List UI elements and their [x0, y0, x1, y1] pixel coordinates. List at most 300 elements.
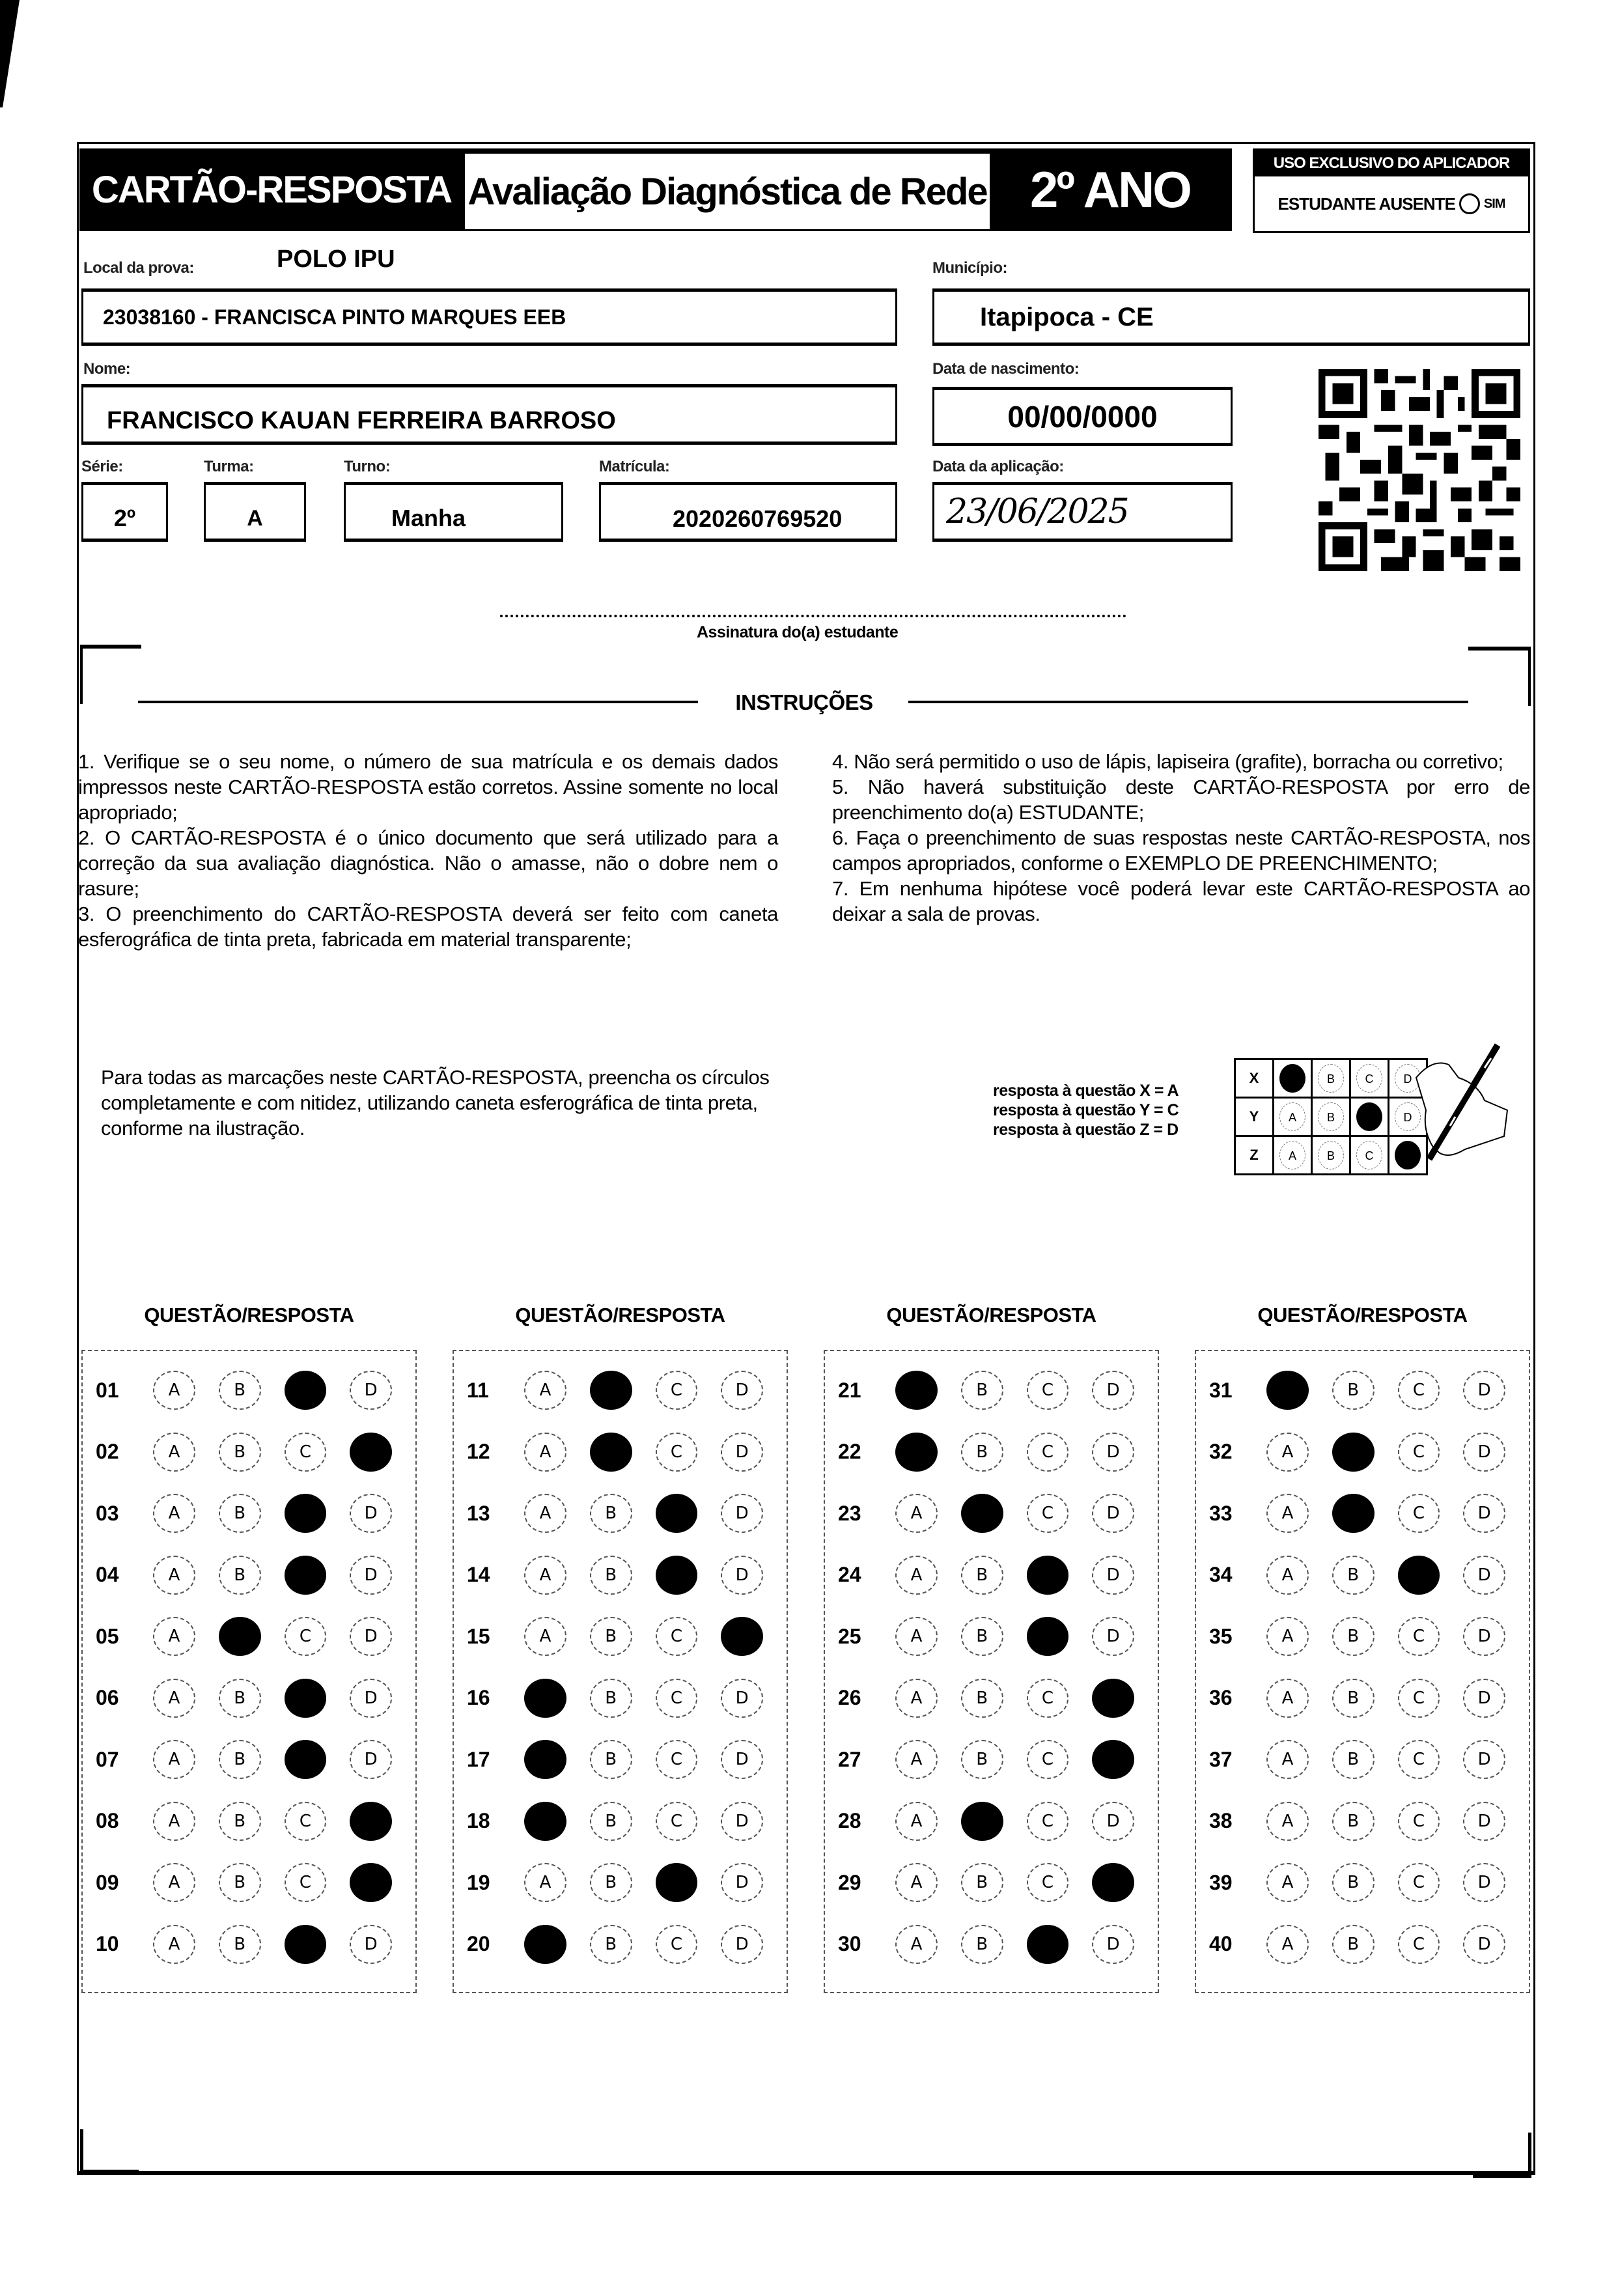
answer-row — [83, 1924, 415, 1965]
nome-field: FRANCISCO KAUAN FERREIRA BARROSO — [81, 384, 897, 445]
answer-bubble-filled[interactable]: C — [656, 1556, 698, 1595]
answer-bubble[interactable]: A — [895, 1802, 938, 1841]
question-number: 08 — [96, 1809, 119, 1832]
local-label: Local da prova: — [83, 259, 194, 277]
answer-bubble-filled[interactable]: A — [1266, 1371, 1309, 1410]
answer-bubble[interactable]: A — [153, 1556, 195, 1595]
answer-row — [825, 1554, 1158, 1596]
card-title: CARTÃO-RESPOSTA — [79, 148, 464, 231]
answer-bubble[interactable]: D — [1463, 1433, 1505, 1472]
question-number: 36 — [1209, 1686, 1233, 1709]
answer-bubble[interactable]: C — [1398, 1494, 1440, 1533]
school-field: 23038160 - FRANCISCA PINTO MARQUES EEB — [81, 288, 897, 346]
applicator-title: USO EXCLUSIVO DO APLICADOR — [1255, 150, 1528, 176]
answer-bubble[interactable]: B — [961, 1433, 1003, 1472]
answer-bubble[interactable]: A — [1266, 1494, 1309, 1533]
absent-radio[interactable] — [1459, 193, 1480, 214]
question-number: 03 — [96, 1501, 119, 1525]
matricula-field: 2020260769520 — [599, 482, 897, 542]
answer-bubble[interactable]: A — [153, 1371, 195, 1410]
question-number: 05 — [96, 1624, 119, 1648]
question-number: 07 — [96, 1747, 119, 1771]
answer-row — [825, 1616, 1158, 1657]
answer-bubble-filled[interactable]: C — [1398, 1556, 1440, 1595]
answer-row — [454, 1800, 787, 1842]
corner-bracket-top-right — [1468, 647, 1531, 706]
answer-bubble[interactable]: D — [721, 1863, 763, 1902]
answer-bubble[interactable]: D — [1463, 1802, 1505, 1841]
question-number: 04 — [96, 1563, 119, 1586]
example-instructions: Para todas as marcações neste CARTÃO-RESPOSTA, preencha os círculos completamente e com nitidez, utilizando caneta esferográfica de tinta preta, conforme na ilustração. — [101, 1066, 770, 1140]
instructions-right-column — [832, 749, 1530, 927]
turno-label: Turno: — [344, 458, 391, 475]
question-number: 09 — [96, 1870, 119, 1894]
answer-bubble[interactable]: D — [1092, 1556, 1134, 1595]
question-number: 23 — [838, 1501, 861, 1525]
answer-bubble-filled[interactable]: A — [524, 1679, 566, 1718]
answer-bubble-filled[interactable]: C — [656, 1494, 698, 1533]
answer-bubble[interactable]: B — [961, 1371, 1003, 1410]
answer-row — [825, 1862, 1158, 1903]
aplicacao-field[interactable]: 23/06/2025 — [932, 482, 1233, 542]
answer-bubble[interactable]: A — [153, 1740, 195, 1779]
answer-bubble[interactable]: D — [1092, 1371, 1134, 1410]
answer-row — [83, 1369, 415, 1411]
answer-row — [825, 1739, 1158, 1780]
example-question: X — [1235, 1059, 1274, 1098]
question-number: 35 — [1209, 1624, 1233, 1648]
answer-bubble[interactable]: D — [721, 1494, 763, 1533]
answer-bubble[interactable]: A — [524, 1433, 566, 1472]
answer-bubble[interactable]: B — [1332, 1617, 1375, 1656]
answer-bubble[interactable]: D — [1463, 1740, 1505, 1779]
answer-bubble-filled[interactable]: B — [961, 1802, 1003, 1841]
answer-bubble[interactable]: B — [961, 1740, 1003, 1779]
answer-bubble[interactable]: B — [590, 1863, 632, 1902]
answer-bubble-filled[interactable]: C — [1027, 1556, 1069, 1595]
answer-bubble[interactable]: D — [350, 1371, 392, 1410]
answer-bubble[interactable]: C — [285, 1863, 327, 1902]
answer-bubble[interactable]: A — [1266, 1433, 1309, 1472]
instruction-item: 4. Não será permitido o uso de lápis, lapiseira (grafite), borracha ou corretivo; — [832, 750, 1503, 773]
answer-bubble-filled[interactable]: C — [285, 1371, 327, 1410]
question-number: 19 — [467, 1870, 490, 1894]
answer-bubble[interactable]: A — [1266, 1740, 1309, 1779]
instruction-item: 3. O preenchimento do CARTÃO-RESPOSTA deverá ser feito com caneta esferográfica de tinta preta, fabricada em material transparente; — [78, 903, 778, 951]
question-number: 26 — [838, 1686, 861, 1709]
answer-bubble[interactable]: D — [1092, 1802, 1134, 1841]
answer-bubble[interactable]: D — [1463, 1925, 1505, 1964]
answer-bubble[interactable]: A — [153, 1863, 195, 1902]
answer-bubble[interactable]: D — [721, 1925, 763, 1964]
question-number: 12 — [467, 1440, 490, 1463]
answer-bubble[interactable]: B — [961, 1925, 1003, 1964]
instruction-item: 1. Verifique se o seu nome, o número de sua matrícula e os demais dados impressos neste CARTÃO-RESPOSTA estão corretos. Assine somente no local apropriado; — [78, 750, 778, 824]
answer-bubble[interactable]: B — [219, 1802, 261, 1841]
qr-code-icon — [1319, 367, 1520, 574]
answer-row — [83, 1431, 415, 1473]
answer-row — [825, 1677, 1158, 1719]
example-bubble: B — [1318, 1141, 1344, 1169]
answer-row — [454, 1616, 787, 1657]
answer-column-3 — [824, 1350, 1159, 1993]
answer-bubble[interactable]: B — [219, 1740, 261, 1779]
answer-bubble[interactable]: A — [895, 1617, 938, 1656]
answer-row — [454, 1677, 787, 1719]
grid-heading: QUESTÃO/RESPOSTA — [515, 1304, 725, 1326]
answer-bubble[interactable]: D — [721, 1802, 763, 1841]
answer-bubble[interactable]: D — [350, 1494, 392, 1533]
answer-row — [825, 1492, 1158, 1534]
answer-bubble[interactable]: C — [656, 1802, 698, 1841]
answer-bubble[interactable]: C — [1027, 1371, 1069, 1410]
answer-bubble-filled[interactable]: D — [1092, 1679, 1134, 1718]
answer-row — [1196, 1862, 1529, 1903]
nascimento-field: 00/00/0000 — [932, 387, 1233, 446]
answer-bubble[interactable]: B — [590, 1679, 632, 1718]
answer-bubble[interactable]: B — [961, 1679, 1003, 1718]
answer-bubble-filled[interactable]: A — [895, 1371, 938, 1410]
instruction-item: 5. Não haverá substituição deste CARTÃO-RESPOSTA por erro de preenchimento do(a) ESTUDANTE; — [832, 776, 1530, 824]
answer-bubble-filled[interactable]: B — [590, 1433, 632, 1472]
legend-line: resposta à questão Z = D — [993, 1121, 1179, 1139]
answer-bubble[interactable]: C — [285, 1617, 327, 1656]
example-bubble: D — [1395, 1064, 1421, 1093]
answer-bubble[interactable]: B — [590, 1802, 632, 1841]
instructions-rule-left — [138, 701, 698, 703]
answer-bubble[interactable]: D — [1463, 1679, 1505, 1718]
corner-bracket-bottom-left — [80, 2129, 139, 2174]
answer-bubble-filled[interactable]: C — [1027, 1925, 1069, 1964]
answer-bubble-filled[interactable]: D — [350, 1433, 392, 1472]
answer-bubble[interactable]: D — [1463, 1617, 1505, 1656]
answer-bubble-filled[interactable]: D — [1092, 1863, 1134, 1902]
signature-label: Assinatura do(a) estudante — [697, 623, 899, 641]
answer-bubble[interactable]: A — [1266, 1679, 1309, 1718]
answer-bubble[interactable]: C — [1398, 1740, 1440, 1779]
example-bubble-filled: A — [1279, 1064, 1305, 1093]
turno-field: Manha — [344, 482, 563, 542]
answer-bubble[interactable]: A — [1266, 1925, 1309, 1964]
answer-row — [825, 1800, 1158, 1842]
answer-bubble[interactable]: D — [1463, 1494, 1505, 1533]
answer-bubble-filled[interactable]: C — [1027, 1617, 1069, 1656]
answer-bubble[interactable]: D — [721, 1433, 763, 1472]
answer-bubble-filled[interactable]: C — [285, 1925, 327, 1964]
answer-bubble[interactable]: A — [524, 1863, 566, 1902]
answer-bubble[interactable]: B — [961, 1556, 1003, 1595]
answer-bubble[interactable]: C — [1027, 1494, 1069, 1533]
instructions-rule-right — [908, 701, 1468, 703]
answer-bubble[interactable]: A — [524, 1556, 566, 1595]
answer-bubble[interactable]: A — [1266, 1556, 1309, 1595]
answer-bubble-filled[interactable]: C — [285, 1494, 327, 1533]
example-question: Y — [1235, 1098, 1274, 1136]
question-number: 22 — [838, 1440, 861, 1463]
answer-bubble[interactable]: C — [1398, 1371, 1440, 1410]
corner-bracket-bottom-right — [1473, 2133, 1531, 2178]
answer-bubble[interactable]: A — [1266, 1617, 1309, 1656]
scan-edge-mark — [0, 0, 26, 111]
answer-bubble-filled[interactable]: A — [895, 1433, 938, 1472]
answer-bubble-filled[interactable]: C — [285, 1740, 327, 1779]
answer-bubble[interactable]: B — [219, 1556, 261, 1595]
grid-heading: QUESTÃO/RESPOSTA — [886, 1304, 1096, 1326]
absent-option: SIM — [1483, 196, 1505, 211]
answer-bubble-filled[interactable]: D — [1092, 1740, 1134, 1779]
instructions-left-column — [78, 749, 778, 952]
question-number: 37 — [1209, 1747, 1233, 1771]
answer-row — [825, 1924, 1158, 1965]
answer-column-2 — [453, 1350, 788, 1993]
answer-bubble[interactable]: A — [153, 1494, 195, 1533]
answer-row — [454, 1924, 787, 1965]
answer-bubble[interactable]: B — [961, 1617, 1003, 1656]
answer-bubble-filled[interactable]: B — [219, 1617, 261, 1656]
question-number: 06 — [96, 1686, 119, 1709]
grade-label: 2º ANO — [990, 148, 1231, 231]
answer-bubble[interactable]: D — [1092, 1617, 1134, 1656]
answer-bubble[interactable]: D — [350, 1556, 392, 1595]
answer-bubble[interactable]: B — [961, 1863, 1003, 1902]
answer-bubble[interactable]: D — [1463, 1556, 1505, 1595]
example-bubble: D — [1395, 1102, 1421, 1131]
answer-bubble[interactable]: B — [1332, 1802, 1375, 1841]
answer-row — [454, 1369, 787, 1411]
answer-bubble-filled[interactable]: B — [961, 1494, 1003, 1533]
answer-bubble[interactable]: D — [721, 1371, 763, 1410]
question-number: 10 — [96, 1932, 119, 1955]
answer-bubble[interactable]: C — [1398, 1617, 1440, 1656]
municipio-label: Município: — [932, 259, 1007, 277]
answer-bubble[interactable]: C — [285, 1802, 327, 1841]
answer-bubble[interactable]: A — [1266, 1863, 1309, 1902]
answer-bubble[interactable]: B — [1332, 1679, 1375, 1718]
answer-bubble[interactable]: C — [1027, 1740, 1069, 1779]
answer-bubble[interactable]: B — [219, 1863, 261, 1902]
question-number: 31 — [1209, 1378, 1233, 1402]
answer-bubble[interactable]: A — [1266, 1802, 1309, 1841]
answer-bubble[interactable]: A — [153, 1679, 195, 1718]
answer-bubble[interactable]: D — [350, 1740, 392, 1779]
answer-bubble[interactable]: C — [285, 1433, 327, 1472]
answer-row — [454, 1862, 787, 1903]
example-bubble: A — [1279, 1141, 1305, 1169]
answer-column-4 — [1195, 1350, 1530, 1993]
answer-bubble[interactable]: B — [219, 1371, 261, 1410]
answer-bubble[interactable]: B — [219, 1925, 261, 1964]
answer-bubble[interactable]: C — [656, 1433, 698, 1472]
example-bubble: B — [1318, 1102, 1344, 1131]
question-number: 16 — [467, 1686, 490, 1709]
answer-bubble-filled[interactable]: A — [524, 1925, 566, 1964]
nascimento-label: Data de nascimento: — [932, 360, 1080, 378]
answer-bubble[interactable]: C — [1398, 1679, 1440, 1718]
answer-bubble[interactable]: B — [219, 1433, 261, 1472]
corner-bracket-top-left — [80, 645, 141, 704]
turma-field: A — [204, 482, 306, 542]
answer-bubble[interactable]: B — [1332, 1371, 1375, 1410]
example-bubble-filled: C — [1356, 1102, 1382, 1131]
answer-bubble-filled[interactable]: C — [285, 1556, 327, 1595]
answer-bubble[interactable]: D — [350, 1925, 392, 1964]
answer-bubble[interactable]: C — [656, 1925, 698, 1964]
answer-bubble[interactable]: C — [656, 1371, 698, 1410]
serie-field: 2º — [81, 482, 168, 542]
answer-bubble[interactable]: C — [1398, 1925, 1440, 1964]
question-number: 24 — [838, 1563, 861, 1586]
answer-bubble[interactable]: D — [721, 1556, 763, 1595]
grid-heading: QUESTÃO/RESPOSTA — [1257, 1304, 1468, 1326]
answer-bubble-filled[interactable]: A — [524, 1802, 566, 1841]
answer-row — [454, 1554, 787, 1596]
question-number: 32 — [1209, 1440, 1233, 1463]
answer-row — [1196, 1431, 1529, 1473]
answer-bubble[interactable]: B — [1332, 1740, 1375, 1779]
answer-bubble[interactable]: B — [219, 1679, 261, 1718]
question-number: 01 — [96, 1378, 119, 1402]
answer-bubble[interactable]: A — [895, 1494, 938, 1533]
answer-column-1 — [81, 1350, 417, 1993]
question-number: 34 — [1209, 1563, 1233, 1586]
answer-row — [454, 1431, 787, 1473]
matricula-label: Matrícula: — [599, 458, 670, 475]
nome-label: Nome: — [83, 360, 131, 378]
answer-row — [1196, 1677, 1529, 1719]
answer-bubble[interactable]: C — [1027, 1802, 1069, 1841]
answer-bubble[interactable]: A — [895, 1679, 938, 1718]
answer-bubble[interactable]: A — [895, 1740, 938, 1779]
question-number: 33 — [1209, 1501, 1233, 1525]
answer-row — [83, 1739, 415, 1780]
question-number: 15 — [467, 1624, 490, 1648]
exam-title: Avaliação Diagnóstica de Rede — [465, 154, 990, 229]
answer-bubble[interactable]: A — [153, 1617, 195, 1656]
answer-bubble[interactable]: C — [1398, 1802, 1440, 1841]
answer-bubble[interactable]: B — [219, 1494, 261, 1533]
answer-bubble[interactable]: B — [590, 1925, 632, 1964]
answer-bubble[interactable]: D — [350, 1679, 392, 1718]
answer-bubble[interactable]: D — [721, 1679, 763, 1718]
answer-row — [825, 1431, 1158, 1473]
answer-bubble[interactable]: A — [524, 1617, 566, 1656]
answer-bubble-filled[interactable]: B — [1332, 1433, 1375, 1472]
absent-label: ESTUDANTE AUSENTE — [1277, 193, 1455, 214]
question-number: 14 — [467, 1563, 490, 1586]
answer-bubble-filled[interactable]: D — [721, 1617, 763, 1656]
answer-bubble-filled[interactable]: B — [1332, 1494, 1375, 1533]
answer-bubble[interactable]: C — [1027, 1433, 1069, 1472]
answer-bubble[interactable]: A — [524, 1371, 566, 1410]
serie-label: Série: — [81, 458, 123, 475]
answer-bubble[interactable]: A — [524, 1494, 566, 1533]
answer-bubble[interactable]: A — [895, 1925, 938, 1964]
answer-bubble-filled[interactable]: A — [524, 1740, 566, 1779]
answer-bubble[interactable]: A — [153, 1925, 195, 1964]
answer-bubble[interactable]: C — [656, 1679, 698, 1718]
question-number: 40 — [1209, 1932, 1233, 1955]
question-number: 13 — [467, 1501, 490, 1525]
municipio-field: Itapipoca - CE — [932, 288, 1530, 346]
answer-bubble[interactable]: C — [1398, 1433, 1440, 1472]
answer-bubble[interactable]: D — [1463, 1863, 1505, 1902]
legend-line: resposta à questão Y = C — [993, 1101, 1179, 1119]
answer-row — [1196, 1739, 1529, 1780]
example-question: Z — [1235, 1136, 1274, 1175]
answer-bubble[interactable]: A — [153, 1433, 195, 1472]
answer-bubble-filled[interactable]: C — [656, 1863, 698, 1902]
answer-bubble[interactable]: C — [656, 1617, 698, 1656]
answer-bubble-filled[interactable]: C — [285, 1679, 327, 1718]
answer-bubble[interactable]: A — [895, 1556, 938, 1595]
answer-bubble[interactable]: D — [721, 1740, 763, 1779]
question-number: 29 — [838, 1870, 861, 1894]
answer-bubble[interactable]: D — [1092, 1494, 1134, 1533]
answer-bubble[interactable]: D — [1463, 1371, 1505, 1410]
example-legend — [993, 1081, 1179, 1140]
question-number: 30 — [838, 1932, 861, 1955]
answer-bubble[interactable]: B — [1332, 1863, 1375, 1902]
instruction-item: 2. O CARTÃO-RESPOSTA é o único documento que será utilizado para a correção da sua avaliação diagnóstica. Não o amasse, não o dobre nem o rasure; — [78, 826, 778, 900]
example-bubble: A — [1279, 1102, 1305, 1131]
question-number: 38 — [1209, 1809, 1233, 1832]
answer-row — [1196, 1800, 1529, 1842]
answer-row — [83, 1862, 415, 1903]
grid-heading: QUESTÃO/RESPOSTA — [144, 1304, 354, 1326]
answer-row — [83, 1616, 415, 1657]
answer-bubble[interactable]: B — [1332, 1556, 1375, 1595]
question-number: 21 — [838, 1378, 861, 1402]
answer-bubble[interactable]: A — [153, 1802, 195, 1841]
answer-bubble-filled[interactable]: B — [590, 1371, 632, 1410]
answer-bubble[interactable]: B — [590, 1740, 632, 1779]
answer-row — [1196, 1554, 1529, 1596]
answer-row — [83, 1492, 415, 1534]
answer-row — [454, 1739, 787, 1780]
answer-bubble-filled[interactable]: D — [350, 1802, 392, 1841]
question-number: 39 — [1209, 1870, 1233, 1894]
answer-bubble[interactable]: B — [590, 1494, 632, 1533]
hand-with-pen-icon — [1387, 1039, 1517, 1188]
answer-row — [83, 1554, 415, 1596]
answer-bubble[interactable]: B — [1332, 1925, 1375, 1964]
answer-bubble[interactable]: B — [590, 1617, 632, 1656]
answer-bubble[interactable]: D — [1092, 1925, 1134, 1964]
answer-row — [1196, 1369, 1529, 1411]
answer-row — [83, 1800, 415, 1842]
answer-bubble[interactable]: D — [350, 1617, 392, 1656]
answer-bubble[interactable]: C — [1027, 1679, 1069, 1718]
answer-row — [454, 1492, 787, 1534]
example-bubble: C — [1356, 1064, 1382, 1093]
answer-bubble[interactable]: C — [1398, 1863, 1440, 1902]
signature-line[interactable] — [500, 615, 1126, 617]
legend-line: resposta à questão X = A — [993, 1082, 1179, 1100]
instruction-item: 7. Em nenhuma hipótese você poderá levar este CARTÃO-RESPOSTA ao deixar a sala de provas. — [832, 877, 1530, 925]
instructions-title: INSTRUÇÕES — [735, 690, 873, 714]
answer-bubble[interactable]: B — [590, 1556, 632, 1595]
question-number: 25 — [838, 1624, 861, 1648]
answer-bubble[interactable]: C — [1027, 1863, 1069, 1902]
turma-label: Turma: — [204, 458, 254, 475]
answer-bubble[interactable]: D — [1092, 1433, 1134, 1472]
example-bubble-filled: D — [1395, 1141, 1421, 1169]
answer-row — [825, 1369, 1158, 1411]
answer-bubble-filled[interactable]: D — [350, 1863, 392, 1902]
answer-bubble[interactable]: A — [895, 1863, 938, 1902]
answer-bubble[interactable]: C — [656, 1740, 698, 1779]
question-number: 20 — [467, 1932, 490, 1955]
